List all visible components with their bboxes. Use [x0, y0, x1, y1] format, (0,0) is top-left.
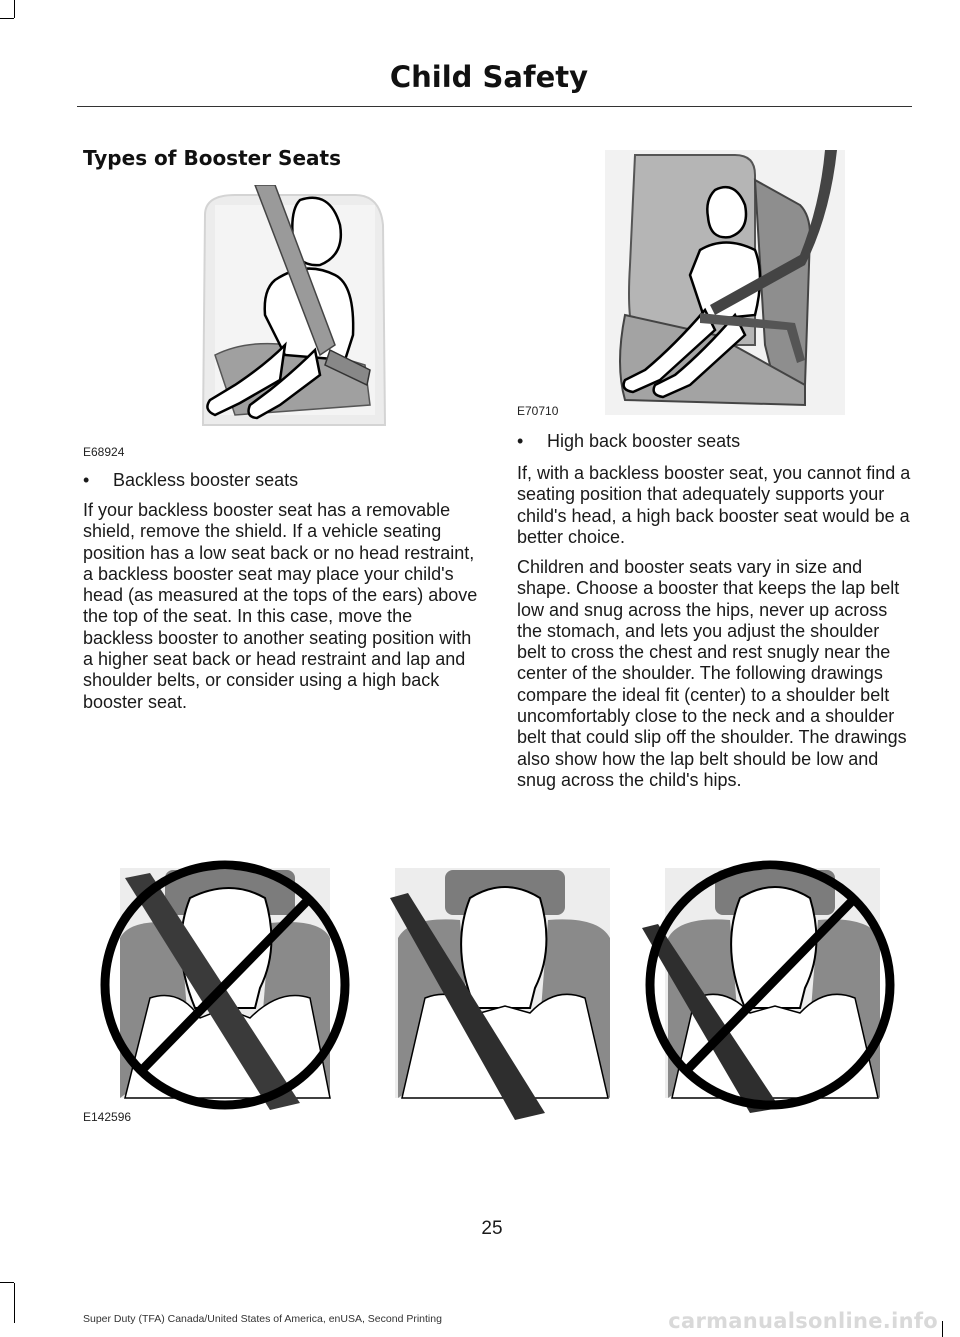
footer-edition: Super Duty (TFA) Canada/United States of America, enUSA, Second Printing	[83, 1313, 442, 1325]
bullet-marker: •	[83, 470, 90, 490]
figure-code: E70710	[517, 404, 559, 418]
figure-code: E142596	[83, 1110, 132, 1124]
header-divider	[77, 106, 912, 107]
belt-fit-comparison-illustration	[90, 858, 910, 1120]
bullet-text: Backless booster seats	[113, 470, 299, 490]
crop-mark	[14, 0, 15, 18]
backless-booster-illustration	[195, 185, 395, 445]
belt-fit-panel-off-shoulder	[642, 865, 890, 1113]
page-header-title: Child Safety	[389, 60, 588, 94]
bullet-item	[83, 470, 298, 491]
crop-mark	[0, 18, 14, 19]
bullet-marker: •	[517, 431, 524, 451]
belt-fit-panel-correct	[390, 868, 610, 1120]
crop-mark	[14, 1283, 15, 1323]
belt-fit-panel-too-close	[105, 865, 345, 1110]
body-paragraph: Children and booster seats vary in size and shape. Choose a booster that keeps the lap belt low and snug across the hips, never up across the stomach, and lets you adjust the shoulder belt to cross the chest and rest snugly near the center of the shoulder. The following drawings compare the ideal fit (center) to a shoulder belt uncomfortably close to the neck and a shoulder belt that could slip off the shoulder. The drawings also show how the lap belt should be low and snug across the child's hips.	[517, 557, 907, 790]
figure-code: E68924	[83, 445, 125, 459]
high-back-booster-illustration	[605, 145, 845, 415]
crop-mark	[0, 1282, 14, 1283]
page-number: 25	[481, 1218, 503, 1239]
body-paragraph: If your backless booster seat has a removable shield, remove the shield. If a vehicle seating position has a low seat back or no head restraint, a backless booster seat may place your child's head (as measured at the tops of the ears) above the top of the seat. In this case, move the backless booster to another seating position with a higher seat back or head restraint and lap and shoulder belts, or consider using a high back booster seat.	[83, 500, 478, 712]
section-heading: Types of Booster Seats	[83, 146, 341, 170]
bullet-item	[517, 431, 740, 452]
watermark: carmanualsonline.info	[668, 1309, 938, 1333]
bullet-text: High back booster seats	[547, 431, 741, 451]
crop-mark	[942, 1321, 943, 1337]
body-paragraph: If, with a backless booster seat, you cannot find a seating position that adequately supports your child's head, a high back booster seat would be a better choice.	[517, 463, 911, 547]
